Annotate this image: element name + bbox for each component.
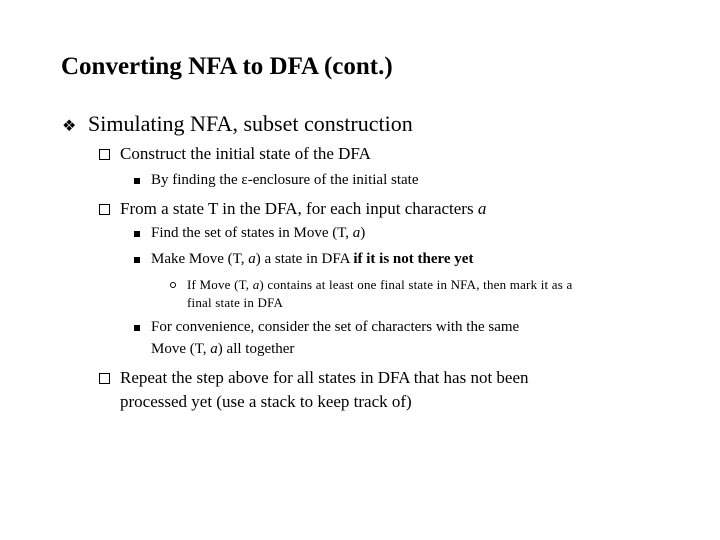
diamond-bullet-icon: ❖ bbox=[62, 118, 77, 135]
bullet-level3 bbox=[134, 225, 694, 245]
bullet-text-continued: processed yet (use a stack to keep track of) bbox=[120, 392, 412, 411]
text-part: If Move (T, bbox=[187, 277, 253, 292]
bullet-level2 bbox=[99, 144, 699, 166]
text-part: ) all together bbox=[217, 341, 295, 357]
bullet-text-continued bbox=[151, 341, 294, 358]
text-part: Find the set of states in Move (T, bbox=[151, 225, 353, 241]
square-bullet-icon bbox=[134, 325, 140, 331]
square-bullet-icon bbox=[134, 231, 140, 237]
variable-a: a bbox=[248, 251, 256, 267]
bullet-level2 bbox=[99, 368, 699, 414]
square-bullet-icon bbox=[134, 257, 140, 263]
variable-a: a bbox=[210, 341, 218, 357]
bullet-text bbox=[151, 251, 473, 268]
checkbox-bullet-icon bbox=[99, 149, 110, 160]
bullet-text-continued: final state in DFA bbox=[187, 295, 284, 310]
variable-a: a bbox=[252, 277, 260, 292]
slide-title: Converting NFA to DFA (cont.) bbox=[61, 53, 393, 80]
text-part: ) a state in DFA bbox=[255, 251, 354, 267]
checkbox-bullet-icon bbox=[99, 204, 110, 215]
bullet-level4 bbox=[170, 277, 710, 313]
text-part: ) bbox=[360, 225, 366, 241]
square-bullet-icon bbox=[134, 178, 140, 184]
bullet-level1 bbox=[62, 111, 702, 139]
text-part: From a state T in the DFA, for each input characters bbox=[120, 199, 478, 218]
text-part: ) contains at least one final state in NFA, then mark it as a bbox=[259, 277, 573, 292]
bullet-level2 bbox=[99, 199, 699, 221]
bullet-text bbox=[120, 199, 486, 219]
bullet-text: By finding the ε-enclosure of the initial state bbox=[151, 172, 419, 188]
bullet-text: For convenience, consider the set of characters with the same bbox=[151, 319, 520, 335]
bullet-text: Repeat the step above for all states in DFA that has not been bbox=[120, 368, 529, 387]
bullet-level3 bbox=[134, 251, 694, 271]
emphasis-text: if it is not there yet bbox=[353, 251, 474, 267]
bullet-text bbox=[151, 225, 365, 242]
bullet-text: Construct the initial state of the DFA bbox=[120, 144, 371, 163]
variable-a: a bbox=[477, 199, 487, 218]
bullet-text: Simulating NFA, subset construction bbox=[88, 111, 413, 136]
variable-a: a bbox=[352, 225, 361, 241]
text-part: Move (T, bbox=[151, 341, 211, 357]
text-part: Make Move (T, bbox=[151, 251, 249, 267]
bullet-text bbox=[187, 277, 572, 293]
bullet-level3 bbox=[134, 172, 694, 192]
checkbox-bullet-icon bbox=[99, 373, 110, 384]
circle-bullet-icon bbox=[170, 282, 176, 288]
bullet-level3 bbox=[134, 319, 694, 361]
